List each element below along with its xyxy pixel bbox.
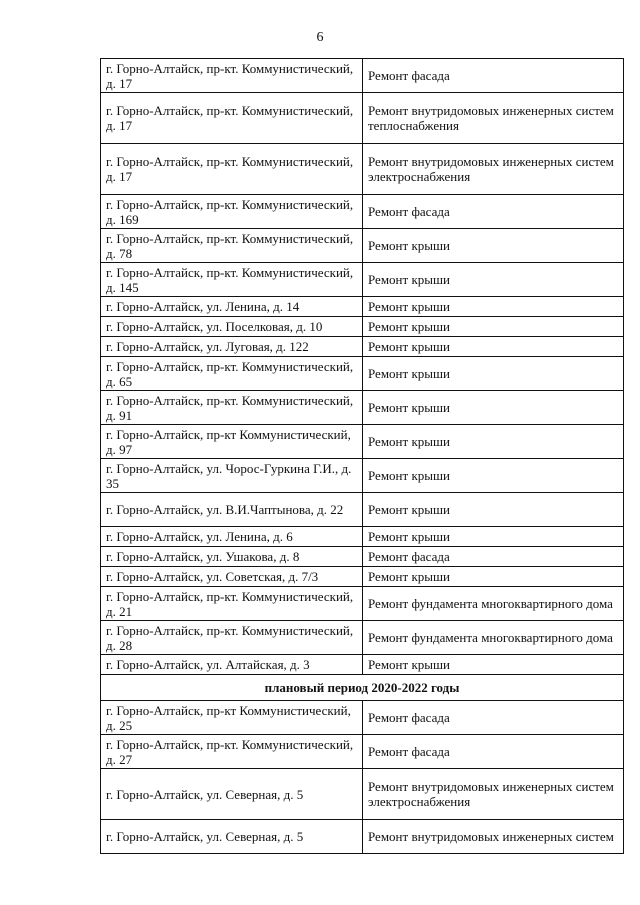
address-cell: г. Горно-Алтайск, пр-кт. Коммунистический, д. 91 xyxy=(101,391,363,425)
works-table xyxy=(100,58,624,854)
address-cell: г. Горно-Алтайск, ул. В.И.Чаптынова, д. 22 xyxy=(101,493,363,527)
table-row xyxy=(101,527,624,547)
table-row xyxy=(101,769,624,820)
table-row xyxy=(101,229,624,263)
table-row xyxy=(101,493,624,527)
address-cell: г. Горно-Алтайск, пр-кт. Коммунистический, д. 17 xyxy=(101,144,363,195)
table-row xyxy=(101,701,624,735)
table-row xyxy=(101,317,624,337)
table-row xyxy=(101,297,624,317)
work-cell: Ремонт фасада xyxy=(363,735,624,769)
work-cell: Ремонт внутридомовых инженерных систем теплоснабжения xyxy=(363,93,624,144)
work-cell: Ремонт крыши xyxy=(363,527,624,547)
work-cell: Ремонт фундамента многоквартирного дома xyxy=(363,587,624,621)
address-cell: г. Горно-Алтайск, пр-кт. Коммунистический, д. 27 xyxy=(101,735,363,769)
work-cell: Ремонт крыши xyxy=(363,567,624,587)
work-cell: Ремонт крыши xyxy=(363,263,624,297)
work-cell: Ремонт крыши xyxy=(363,297,624,317)
address-cell: г. Горно-Алтайск, пр-кт. Коммунистический, д. 17 xyxy=(101,93,363,144)
address-cell: г. Горно-Алтайск, пр-кт. Коммунистический, д. 145 xyxy=(101,263,363,297)
address-cell: г. Горно-Алтайск, ул. Алтайская, д. 3 xyxy=(101,655,363,675)
address-cell: г. Горно-Алтайск, ул. Чорос-Гуркина Г.И., д. 35 xyxy=(101,459,363,493)
page-number: 6 xyxy=(316,30,324,45)
table-row xyxy=(101,93,624,144)
table-row xyxy=(101,621,624,655)
table-row xyxy=(101,357,624,391)
table-row xyxy=(101,391,624,425)
work-cell: Ремонт крыши xyxy=(363,357,624,391)
address-cell: г. Горно-Алтайск, ул. Ленина, д. 6 xyxy=(101,527,363,547)
address-cell: г. Горно-Алтайск, пр-кт. Коммунистический, д. 169 xyxy=(101,195,363,229)
work-cell: Ремонт крыши xyxy=(363,337,624,357)
work-cell: Ремонт крыши xyxy=(363,459,624,493)
address-cell: г. Горно-Алтайск, ул. Ленина, д. 14 xyxy=(101,297,363,317)
address-cell: г. Горно-Алтайск, ул. Северная, д. 5 xyxy=(101,820,363,854)
table-row xyxy=(101,263,624,297)
address-cell: г. Горно-Алтайск, пр-кт. Коммунистический, д. 17 xyxy=(101,59,363,93)
work-cell: Ремонт крыши xyxy=(363,391,624,425)
address-cell: г. Горно-Алтайск, пр-кт Коммунистический, д. 25 xyxy=(101,701,363,735)
address-cell: г. Горно-Алтайск, пр-кт Коммунистический, д. 97 xyxy=(101,425,363,459)
table-row xyxy=(101,459,624,493)
table-row xyxy=(101,547,624,567)
table-row xyxy=(101,195,624,229)
address-cell: г. Горно-Алтайск, ул. Советская, д. 7/3 xyxy=(101,567,363,587)
work-cell: Ремонт фасада xyxy=(363,547,624,567)
work-cell: Ремонт крыши xyxy=(363,425,624,459)
table-row xyxy=(101,337,624,357)
address-cell: г. Горно-Алтайск, пр-кт. Коммунистический, д. 28 xyxy=(101,621,363,655)
table-row xyxy=(101,144,624,195)
address-cell: г. Горно-Алтайск, ул. Луговая, д. 122 xyxy=(101,337,363,357)
work-cell: Ремонт фасада xyxy=(363,59,624,93)
address-cell: г. Горно-Алтайск, ул. Поселковая, д. 10 xyxy=(101,317,363,337)
table-row xyxy=(101,820,624,854)
section-row xyxy=(101,675,624,701)
work-cell: Ремонт фундамента многоквартирного дома xyxy=(363,621,624,655)
address-cell: г. Горно-Алтайск, пр-кт. Коммунистический, д. 78 xyxy=(101,229,363,263)
table-row xyxy=(101,735,624,769)
table-row xyxy=(101,587,624,621)
work-cell: Ремонт крыши xyxy=(363,229,624,263)
work-cell: Ремонт крыши xyxy=(363,655,624,675)
table-row xyxy=(101,567,624,587)
table-row xyxy=(101,425,624,459)
work-cell: Ремонт крыши xyxy=(363,317,624,337)
address-cell: г. Горно-Алтайск, пр-кт. Коммунистический, д. 21 xyxy=(101,587,363,621)
table-row xyxy=(101,655,624,675)
address-cell: г. Горно-Алтайск, ул. Ушакова, д. 8 xyxy=(101,547,363,567)
work-cell: Ремонт внутридомовых инженерных систем электроснабжения xyxy=(363,769,624,820)
address-cell: г. Горно-Алтайск, ул. Северная, д. 5 xyxy=(101,769,363,820)
work-cell: Ремонт внутридомовых инженерных систем электроснабжения xyxy=(363,144,624,195)
work-cell: Ремонт крыши xyxy=(363,493,624,527)
table-row xyxy=(101,59,624,93)
work-cell: Ремонт фасада xyxy=(363,701,624,735)
work-cell: Ремонт внутридомовых инженерных систем xyxy=(363,820,624,854)
work-cell: Ремонт фасада xyxy=(363,195,624,229)
section-heading: плановый период 2020-2022 годы xyxy=(101,675,624,701)
address-cell: г. Горно-Алтайск, пр-кт. Коммунистический, д. 65 xyxy=(101,357,363,391)
